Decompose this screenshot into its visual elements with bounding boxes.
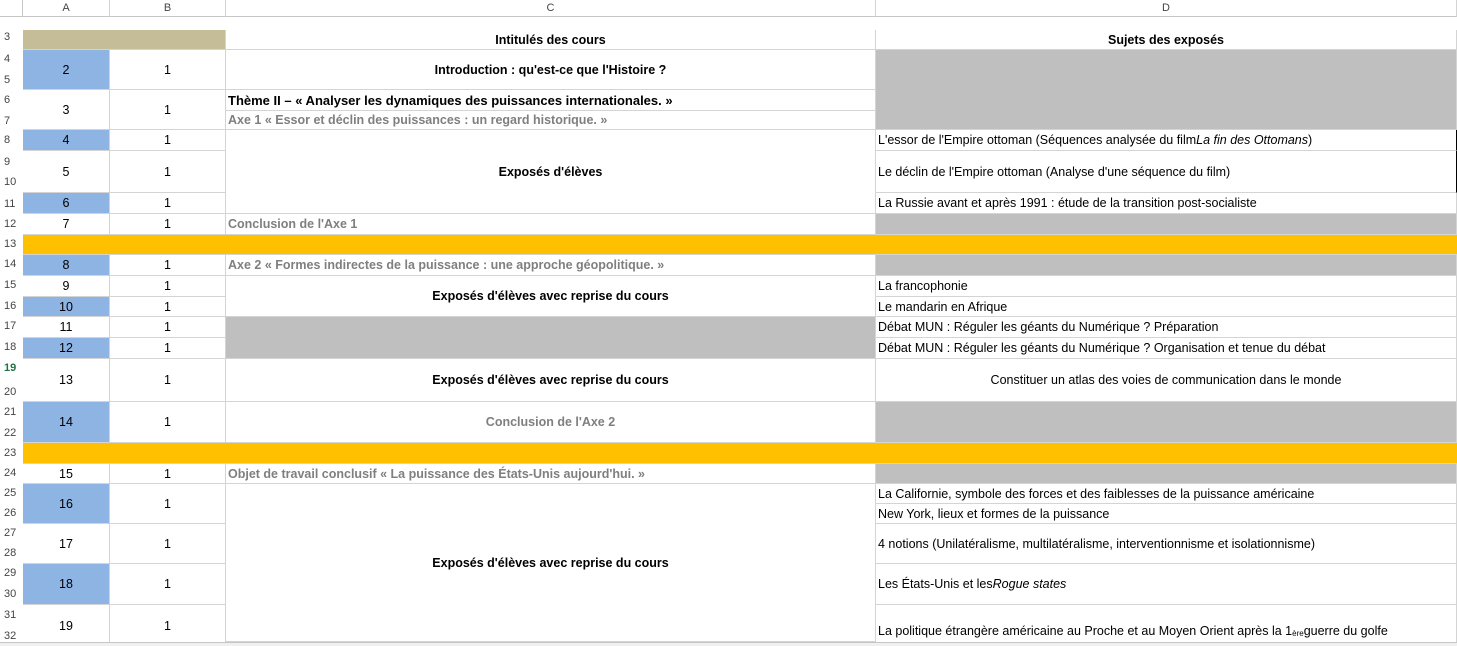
cell-c24[interactable]: Objet de travail conclusif « La puissance des États-Unis aujourd'hui. » [226, 464, 876, 484]
cell-b19[interactable]: 1 [110, 359, 226, 402]
cell-a8[interactable]: 4 [23, 130, 110, 151]
row-header-11[interactable]: 11 [4, 198, 16, 210]
row-header-10[interactable]: 10 [4, 176, 17, 188]
row-header-16[interactable]: 16 [4, 300, 17, 312]
separator-row-13[interactable] [23, 235, 1457, 255]
row-header-8[interactable]: 8 [4, 134, 11, 146]
cell-a12[interactable]: 7 [23, 214, 110, 235]
cell-a25[interactable]: 16 [23, 484, 110, 524]
cell-a16[interactable]: 10 [23, 297, 110, 317]
select-all-corner[interactable] [0, 0, 23, 17]
cell-b15[interactable]: 1 [110, 276, 226, 297]
header-cell-topics[interactable]: Sujets des exposés [876, 30, 1457, 50]
cell-d29-italic: Rogue states [992, 577, 1067, 591]
row-header-3[interactable]: 3 [4, 31, 11, 43]
row-header-28[interactable]: 28 [4, 547, 17, 559]
cell-c4[interactable]: Introduction : qu'est-ce que l'Histoire ? [226, 50, 876, 90]
cell-b8[interactable]: 1 [110, 130, 226, 151]
header-tan-cell[interactable] [23, 30, 226, 50]
cell-a6[interactable]: 3 [23, 90, 110, 130]
cell-b18[interactable]: 1 [110, 338, 226, 359]
cell-a21[interactable]: 14 [23, 402, 110, 443]
cell-d31[interactable] [876, 605, 1457, 646]
cell-b31[interactable]: 1 [110, 605, 226, 646]
row-header-20[interactable]: 20 [4, 386, 17, 398]
cell-d4-empty[interactable] [876, 50, 1457, 130]
cell-c14[interactable]: Axe 2 « Formes indirectes de la puissance : une approche géopolitique. » [226, 255, 876, 276]
cell-d25[interactable]: La Californie, symbole des forces et des faiblesses de la puissance américaine [876, 484, 1457, 504]
cell-d18[interactable]: Débat MUN : Réguler les géants du Numérique ? Organisation et tenue du débat [876, 338, 1457, 359]
cell-c6-theme[interactable]: Thème II – « Analyser les dynamiques des puissances internationales. » [226, 90, 876, 111]
cell-b25[interactable]: 1 [110, 484, 226, 524]
separator-row-23[interactable] [23, 443, 1457, 464]
row-header-25[interactable]: 25 [4, 487, 17, 499]
cell-d8-text: L'essor de l'Empire ottoman (Séquences analysée du film [878, 133, 1197, 147]
row-header-14[interactable]: 14 [4, 258, 17, 270]
cell-c17-empty[interactable] [226, 317, 876, 359]
cell-b14[interactable]: 1 [110, 255, 226, 276]
cell-d21-empty[interactable] [876, 402, 1457, 443]
cell-c8-student-presentations[interactable]: Exposés d'élèves [226, 130, 876, 214]
row-header-31[interactable]: 31 [4, 609, 17, 621]
cell-d9[interactable]: Le déclin de l'Empire ottoman (Analyse d'une séquence du film) [876, 151, 1457, 193]
cell-b27[interactable]: 1 [110, 524, 226, 564]
cell-a27[interactable]: 17 [23, 524, 110, 564]
cell-b11[interactable]: 1 [110, 193, 226, 214]
row-header-22[interactable]: 22 [4, 427, 17, 439]
cell-a15[interactable]: 9 [23, 276, 110, 297]
row-header-24[interactable]: 24 [4, 467, 17, 479]
cell-a19[interactable]: 13 [23, 359, 110, 402]
cell-a17[interactable]: 11 [23, 317, 110, 338]
row-header-4[interactable]: 4 [4, 53, 11, 65]
cell-c19[interactable]: Exposés d'élèves avec reprise du cours [226, 359, 876, 402]
row-header-6[interactable]: 6 [4, 94, 11, 106]
cell-d15[interactable]: La francophonie [876, 276, 1457, 297]
row-header-17[interactable]: 17 [4, 320, 17, 332]
row-header-7[interactable]: 7 [4, 115, 11, 127]
cell-d29-text: Les États-Unis et les [878, 577, 993, 591]
column-header-a[interactable]: A [23, 0, 110, 17]
cell-d31-text: La politique étrangère américaine au Proche et au Moyen Orient après la 1 [878, 624, 1293, 638]
cell-d16[interactable]: Le mandarin en Afrique [876, 297, 1457, 317]
cell-d19[interactable]: Constituer un atlas des voies de communication dans le monde [876, 359, 1457, 402]
row-header-15[interactable]: 15 [4, 279, 17, 291]
cell-c7-axis[interactable]: Axe 1 « Essor et déclin des puissances : un regard historique. » [226, 111, 876, 130]
row-header-29[interactable]: 29 [4, 567, 17, 579]
cell-d8-film-title: La fin des Ottomans [1196, 133, 1309, 147]
column-header-d[interactable]: D [876, 0, 1457, 17]
cell-a24[interactable]: 15 [23, 464, 110, 484]
cell-d8[interactable] [876, 130, 1457, 151]
row-header-30[interactable]: 30 [4, 588, 17, 600]
cell-d24-empty[interactable] [876, 464, 1457, 484]
cell-d26[interactable]: New York, lieux et formes de la puissance [876, 504, 1457, 524]
cell-c21[interactable]: Conclusion de l'Axe 2 [226, 402, 876, 443]
cell-d31-end: guerre du golfe [1303, 624, 1388, 638]
cell-d11[interactable]: La Russie avant et après 1991 : étude de la transition post-socialiste [876, 193, 1457, 214]
cell-d14-empty[interactable] [876, 255, 1457, 276]
row-header-27[interactable]: 27 [4, 527, 17, 539]
cell-d17[interactable]: Débat MUN : Réguler les géants du Numérique ? Préparation [876, 317, 1457, 338]
cell-b24[interactable]: 1 [110, 464, 226, 484]
row-header-18[interactable]: 18 [4, 341, 17, 353]
cell-a31[interactable]: 19 [23, 605, 110, 646]
cell-b9[interactable]: 1 [110, 151, 226, 193]
cell-d12-empty[interactable] [876, 214, 1457, 235]
cell-a9[interactable]: 5 [23, 151, 110, 193]
cell-d27[interactable]: 4 notions (Unilatéralisme, multilatéralisme, interventionnisme et isolationnisme) [876, 524, 1457, 564]
cell-d31-sup: ère [1292, 629, 1304, 638]
cell-b12[interactable]: 1 [110, 214, 226, 235]
row-header-12[interactable]: 12 [4, 218, 17, 230]
cell-a11[interactable]: 6 [23, 193, 110, 214]
cell-b17[interactable]: 1 [110, 317, 226, 338]
row-header-13[interactable]: 13 [4, 238, 17, 250]
row-header-26[interactable]: 26 [4, 507, 17, 519]
cell-a18[interactable]: 12 [23, 338, 110, 359]
header-cell-courses[interactable]: Intitulés des cours [226, 30, 876, 50]
column-header-b[interactable]: B [110, 0, 226, 17]
row-header-19[interactable]: 19 [4, 362, 17, 374]
sheet-bottom-edge [0, 642, 1457, 646]
row-header-5[interactable]: 5 [4, 74, 11, 86]
cell-a29[interactable]: 18 [23, 564, 110, 605]
column-header-c[interactable]: C [226, 0, 876, 17]
cell-a14[interactable]: 8 [23, 255, 110, 276]
cell-c15[interactable]: Exposés d'élèves avec reprise du cours [226, 276, 876, 317]
cell-b29[interactable]: 1 [110, 564, 226, 605]
cell-c25-student-presentations[interactable]: Exposés d'élèves avec reprise du cours [226, 484, 876, 642]
row-header-9[interactable]: 9 [4, 156, 11, 168]
cell-a4[interactable]: 2 [23, 50, 110, 90]
cell-c12[interactable]: Conclusion de l'Axe 1 [226, 214, 876, 235]
cell-b16[interactable]: 1 [110, 297, 226, 317]
row-header-23[interactable]: 23 [4, 447, 17, 459]
cell-b4[interactable]: 1 [110, 50, 226, 90]
row-header-21[interactable]: 21 [4, 406, 17, 418]
cell-b21[interactable]: 1 [110, 402, 226, 443]
cell-d8-close: ) [1308, 133, 1313, 147]
row-header-32[interactable]: 32 [4, 630, 17, 642]
cell-d29[interactable] [876, 564, 1457, 605]
cell-b6[interactable]: 1 [110, 90, 226, 130]
